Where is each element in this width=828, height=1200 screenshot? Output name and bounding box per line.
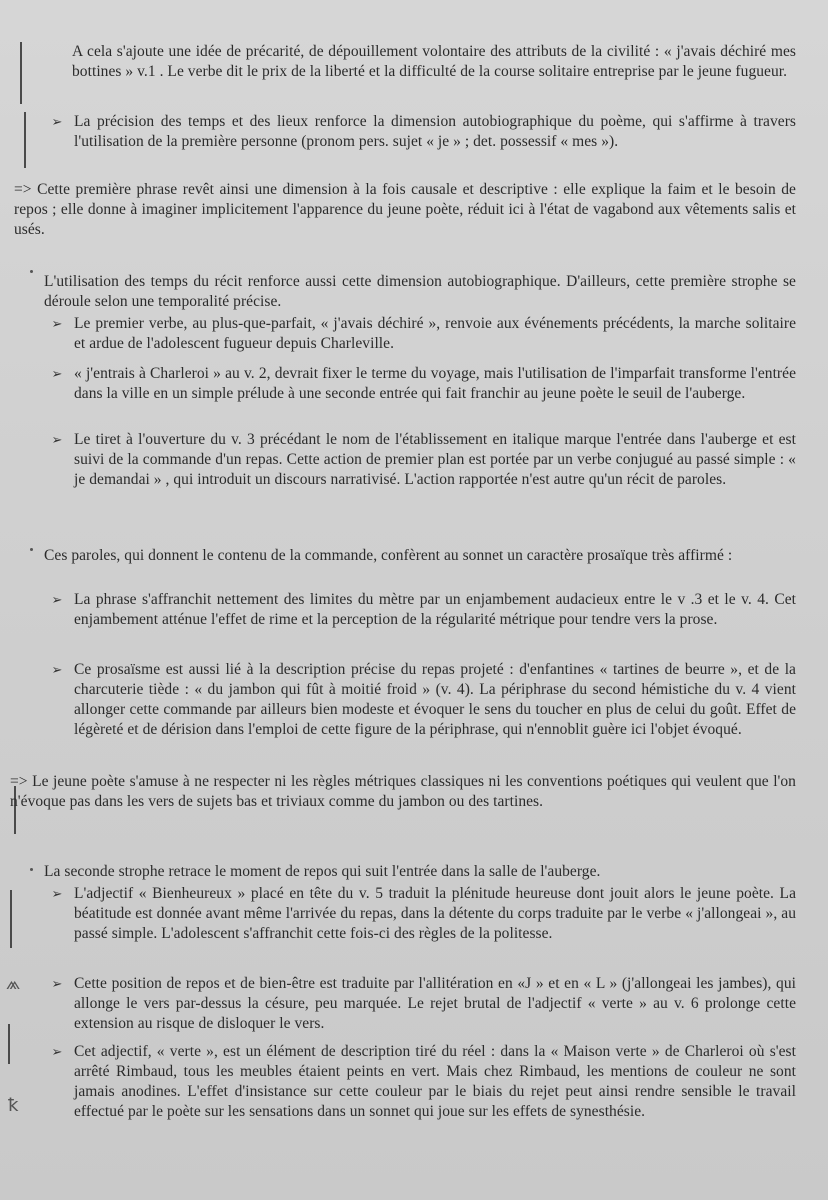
bullet-text: « j'entrais à Charleroi » au v. 2, devrait fixer le terme du voyage, mais l'utilisation de l'imparfait transforme l'entrée dans la ville en un simple prélude à une seconde entrée qui fait franchir au jeune poète le seuil de l'auberge. xyxy=(74,365,796,402)
bullet-text: Ce prosaïsme est aussi lié à la description précise du repas projeté : d'enfantines « tartines de beurre », et de la charcuterie tiède : « du jambon qui fût à moitié froid » (v. 4). La périphrase du second hémistiche du v. 4 vient allonger cette commande par ailleurs bien modeste et évoquer le sens du toucher en plus de celui du goût. Effet de légèreté et de dérision dans l'emploi de cette figure de la périphrase, qui n'ennoblit guère ici l'objet évoqué. xyxy=(74,661,796,738)
bullet-item xyxy=(44,590,796,630)
bullet-item xyxy=(44,1042,796,1122)
conclusion-text: => Cette première phrase revêt ainsi une dimension à la fois causale et descriptive : elle explique la faim et le besoin de repos ; elle donne à imaginer implicitement l'apparence du jeune poète, réduit ici à l'état de vagabond aux vêtements salis et usés. xyxy=(14,181,796,238)
section-dot xyxy=(30,548,33,551)
arrow-bullet-icon: ➢ xyxy=(51,976,63,991)
conclusion-text: => Le jeune poète s'amuse à ne respecter ni les règles métriques classiques ni les conventions poétiques qui veulent que l'on n'évoque pas dans les vers de sujets bas et triviaux comme du jambon ou des tartines. xyxy=(10,773,796,810)
arrow-bullet-icon: ➢ xyxy=(51,1044,63,1059)
bullet-text: La phrase s'affranchit nettement des limites du mètre par un enjambement audacieux entre le v .3 et le v. 4. Cet enjambement atténue l'effet de rime et la perception de la régularité métrique pour tendre vers la prose. xyxy=(74,591,796,628)
bullet-item xyxy=(44,660,796,740)
bullet-text: Cet adjectif, « verte », est un élément de description tiré du réel : dans la « Maison verte » de Charleroi où s'est arrêté Rimbaud, tous les meubles étaient peints en vert. Mais chez Rimbaud, les mentions de couleur ne sont jamais anodines. L'effet d'insistance sur cette couleur par le biais du rejet peut ainsi rendre sensible le travail effectué par le poète sur les sensations dans un sonnet qui joue sur les effets de synesthésie. xyxy=(74,1043,796,1120)
margin-annotation-icon: ⩕ xyxy=(6,973,21,994)
arrow-bullet-icon: ➢ xyxy=(51,592,63,607)
section-intro: La seconde strophe retrace le moment de repos qui suit l'entrée dans la salle de l'auberge. xyxy=(44,863,601,880)
paragraph-continuation: A cela s'ajoute une idée de précarité, de dépouillement volontaire des attributs de la civilité : « j'avais déchiré mes bottines » v.1 . Le verbe dit le prix de la liberté et la difficulté de la course solitaire entreprise par le jeune fugueur. xyxy=(72,43,796,80)
arrow-bullet-icon: ➢ xyxy=(51,886,63,901)
bullet-item xyxy=(44,314,796,354)
bullet-text: La précision des temps et des lieux renforce la dimension autobiographique du poème, qui s'affirme à travers l'utilisation de la première personne (pronom pers. sujet « je » ; det. possessif « mes »). xyxy=(74,113,796,150)
section-dot xyxy=(30,868,33,871)
bullet-item xyxy=(44,430,796,490)
arrow-bullet-icon: ➢ xyxy=(51,114,63,129)
margin-mark xyxy=(8,1024,10,1064)
arrow-bullet-icon: ➢ xyxy=(51,432,63,447)
margin-mark xyxy=(24,112,26,168)
arrow-bullet-icon: ➢ xyxy=(51,316,63,331)
section-intro: Ces paroles, qui donnent le contenu de la commande, confèrent au sonnet un caractère prosaïque très affirmé : xyxy=(44,547,733,564)
section-intro: L'utilisation des temps du récit renforce aussi cette dimension autobiographique. D'ailleurs, cette première strophe se déroule selon une temporalité précise. xyxy=(44,273,796,310)
margin-mark xyxy=(10,890,12,948)
section-dot xyxy=(30,270,33,273)
bullet-item xyxy=(44,364,796,404)
bullet-item xyxy=(44,974,796,1034)
bullet-text: Le tiret à l'ouverture du v. 3 précédant le nom de l'établissement en italique marque l'entrée dans l'auberge et est suivi de la commande d'un repas. Cette action de premier plan est portée par un verbe conjugué au passé simple : « je demandai » , qui introduit un discours narrativisé. L'action rapportée n'est autre qu'un récit de paroles. xyxy=(74,431,796,488)
bullet-text: L'adjectif « Bienheureux » placé en tête du v. 5 traduit la plénitude heureuse dont jouit alors le jeune poète. La béatitude est donnée avant même l'arrivée du repas, dans la détente du corps traduite par le verbe « j'allongeai », au passé simple. L'adolescent s'affranchit cette fois-ci des règles de la politesse. xyxy=(74,885,796,942)
margin-annotation-icon: ꝁ xyxy=(8,1095,19,1116)
arrow-bullet-icon: ➢ xyxy=(51,366,63,381)
bullet-item xyxy=(44,112,796,152)
margin-mark xyxy=(20,42,22,104)
arrow-bullet-icon: ➢ xyxy=(51,662,63,677)
bullet-text: Le premier verbe, au plus-que-parfait, « j'avais déchiré », renvoie aux événements précédents, la marche solitaire et ardue de l'adolescent fugueur depuis Charleville. xyxy=(74,315,796,352)
bullet-text: Cette position de repos et de bien-être est traduite par l'allitération en «J » et en « L » (j'allongeai les jambes), qui allonge le vers par-dessus la césure, peu marquée. Le rejet brutal de l'adjectif « verte » au v. 6 prolonge cette extension au risque de disloquer le vers. xyxy=(74,975,796,1032)
bullet-item xyxy=(44,884,796,944)
